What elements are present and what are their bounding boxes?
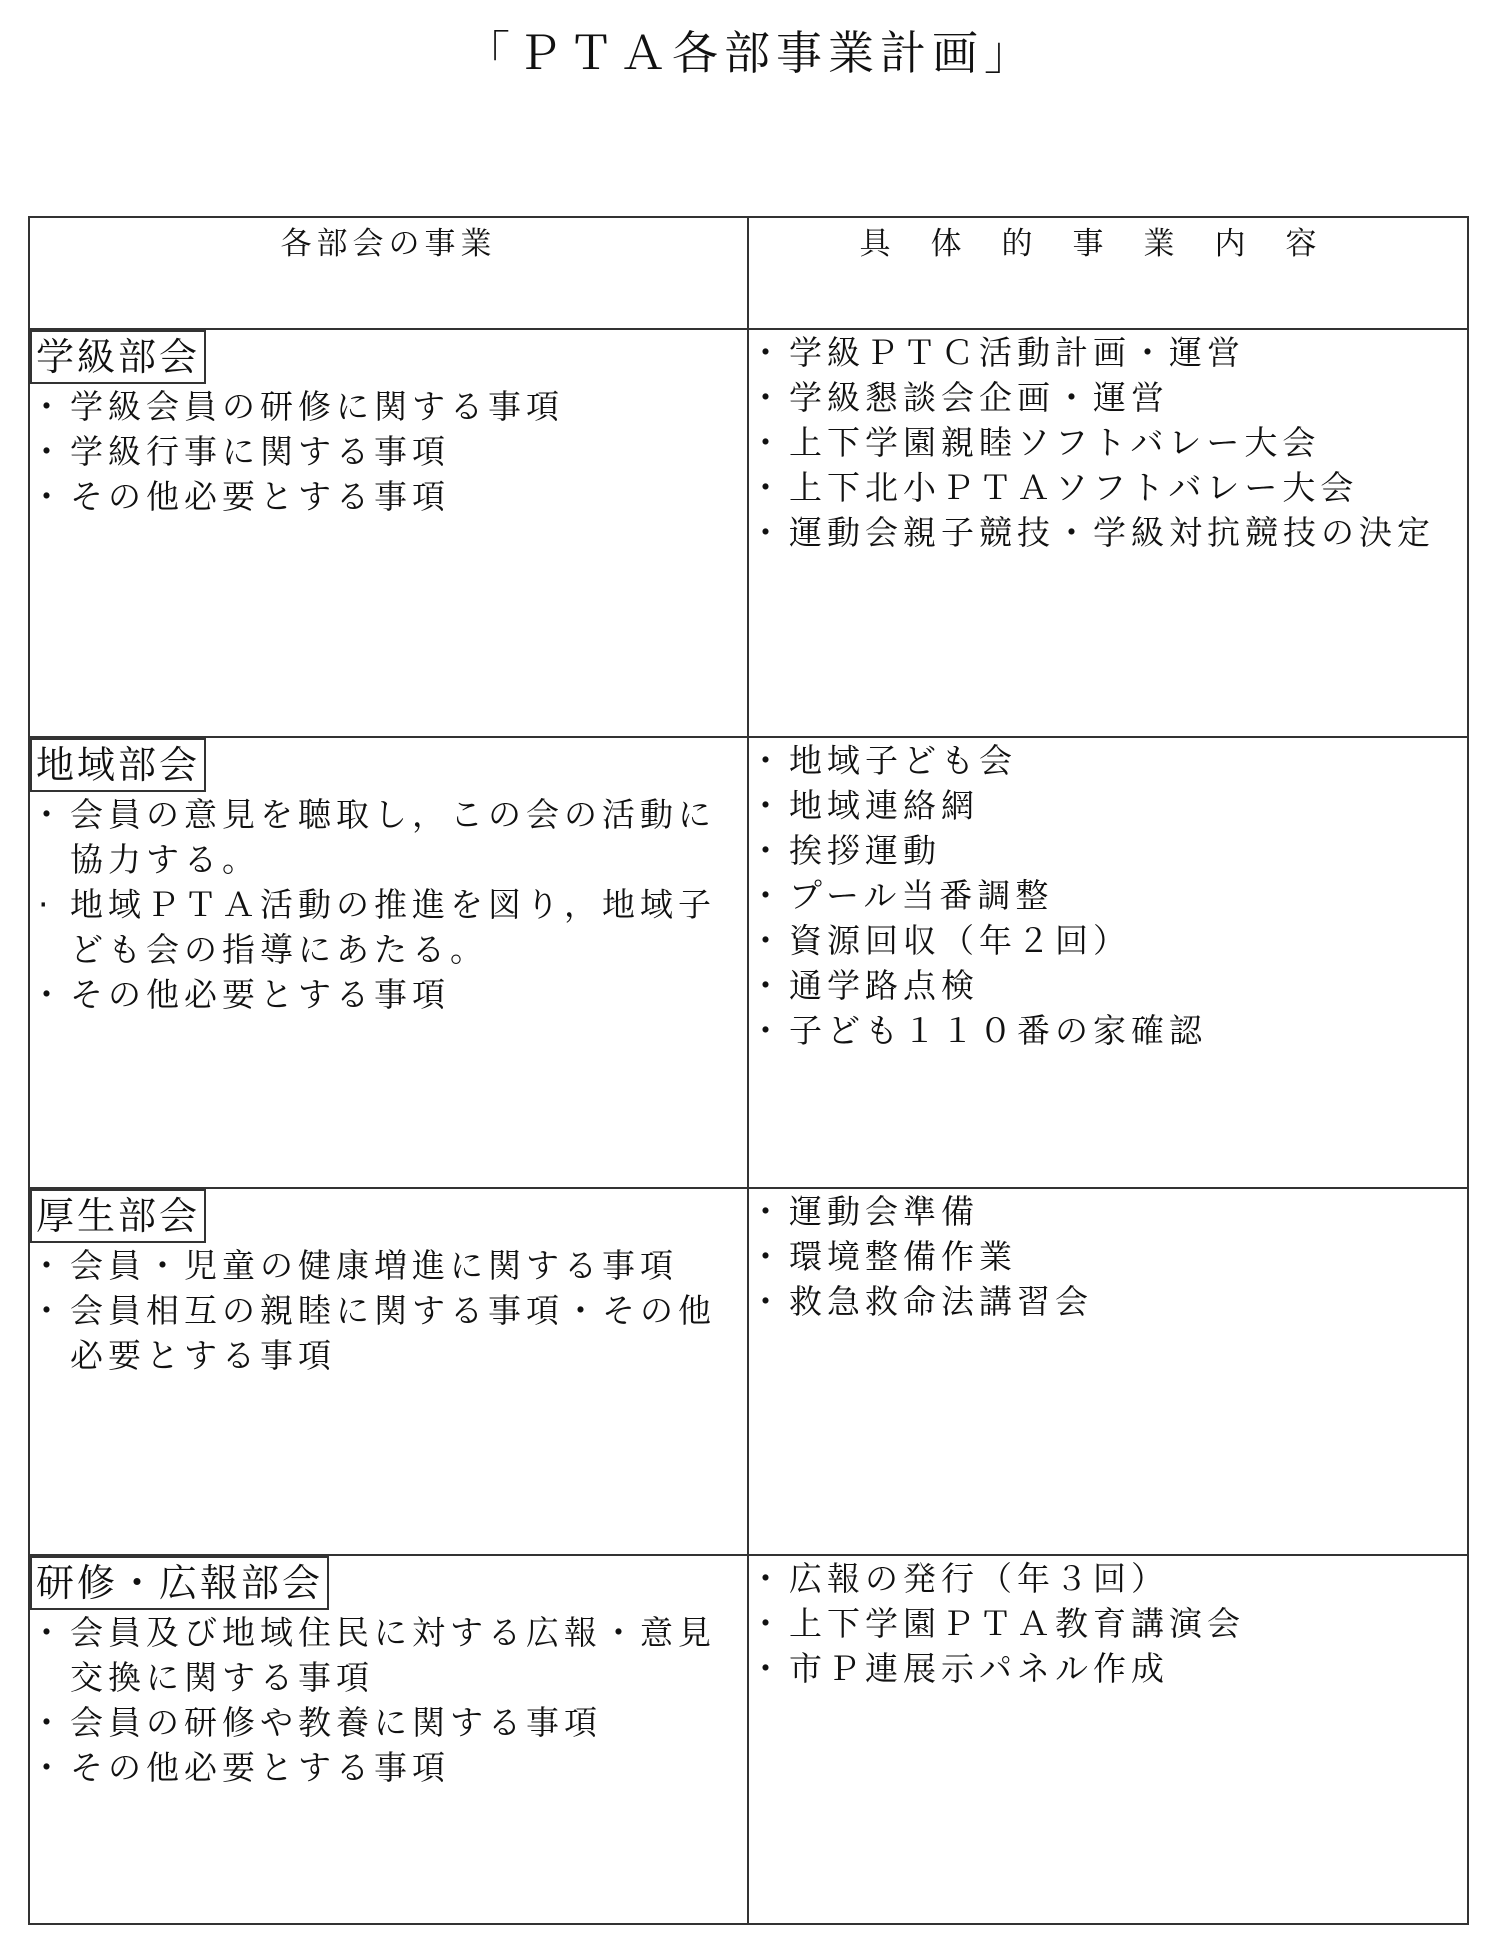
duties-list — [30, 1243, 747, 1378]
list-item: ・ 広報の発行（年３回） — [749, 1556, 1467, 1601]
list-item: ・ 資源回収（年２回） — [749, 918, 1467, 963]
plan-table — [28, 216, 1469, 1925]
list-item: ・ 学級会員の研修に関する事項 — [30, 384, 747, 429]
table-row — [29, 1555, 1468, 1924]
activities-list — [749, 1189, 1467, 1324]
list-item: ・ 上下学園親睦ソフトバレー大会 — [749, 420, 1467, 465]
list-item: ・ その他必要とする事項 — [30, 474, 747, 519]
list-item: ・ 運動会親子競技・学級対抗競技の決定 — [749, 510, 1467, 555]
department-title: 地域部会 — [30, 738, 206, 792]
list-item: · 地域ＰＴＡ活動の推進を図り，地域子ども会の指導にあたる。 — [30, 882, 747, 972]
activities-cell — [748, 329, 1468, 737]
list-item: ・ プール当番調整 — [749, 873, 1467, 918]
list-item: ・ 通学路点検 — [749, 963, 1467, 1008]
list-item: ・ 会員の研修や教養に関する事項 — [30, 1700, 747, 1745]
list-item: ・ 地域子ども会 — [749, 738, 1467, 783]
list-item: ・ 会員・児童の健康増進に関する事項 — [30, 1243, 747, 1288]
list-item: ・ 会員及び地域住民に対する広報・意見交換に関する事項 — [30, 1610, 747, 1700]
list-item: ・ 環境整備作業 — [749, 1234, 1467, 1279]
department-duties-cell — [29, 1188, 748, 1555]
table-row — [29, 737, 1468, 1188]
list-item: ・ 救急救命法講習会 — [749, 1279, 1467, 1324]
list-item: ・ 学級懇談会企画・運営 — [749, 375, 1467, 420]
activities-cell — [748, 1555, 1468, 1924]
duties-list — [30, 384, 747, 519]
table-row — [29, 1188, 1468, 1555]
activities-list — [749, 330, 1467, 555]
activities-cell — [748, 1188, 1468, 1555]
list-item: ・ その他必要とする事項 — [30, 972, 747, 1017]
list-item: ・ 上下学園ＰＴＡ教育講演会 — [749, 1601, 1467, 1646]
activities-list — [749, 738, 1467, 1053]
list-item: ・ 学級ＰＴＣ活動計画・運営 — [749, 330, 1467, 375]
list-item: ・ 挨拶運動 — [749, 828, 1467, 873]
list-item: ・ その他必要とする事項 — [30, 1745, 747, 1790]
duties-list — [30, 792, 747, 1017]
department-title: 厚生部会 — [30, 1189, 206, 1243]
activities-cell — [748, 737, 1468, 1188]
list-item: ・ 子ども１１０番の家確認 — [749, 1008, 1467, 1053]
list-item: ・ 地域連絡網 — [749, 783, 1467, 828]
header-department-duties: 各部会の事業 — [29, 217, 748, 329]
activities-list — [749, 1556, 1467, 1691]
table-row — [29, 329, 1468, 737]
page-title: 「ＰＴＡ各部事業計画」 — [464, 26, 1036, 80]
list-item: ・ 会員相互の親睦に関する事項・その他必要とする事項 — [30, 1288, 747, 1378]
duties-list — [30, 1610, 747, 1790]
department-title: 学級部会 — [30, 330, 206, 384]
department-duties-cell — [29, 737, 748, 1188]
department-duties-cell — [29, 1555, 748, 1924]
department-title: 研修・広報部会 — [30, 1556, 329, 1610]
list-item: ・ 運動会準備 — [749, 1189, 1467, 1234]
list-item: ・ 市Ｐ連展示パネル作成 — [749, 1646, 1467, 1691]
header-activity-details: 具体的事業内容 — [748, 217, 1468, 329]
table-header-row — [29, 217, 1468, 329]
department-duties-cell — [29, 329, 748, 737]
list-item: ・ 学級行事に関する事項 — [30, 429, 747, 474]
list-item: ・ 会員の意見を聴取し，この会の活動に協力する。 — [30, 792, 747, 882]
list-item: ・ 上下北小ＰＴＡソフトバレー大会 — [749, 465, 1467, 510]
